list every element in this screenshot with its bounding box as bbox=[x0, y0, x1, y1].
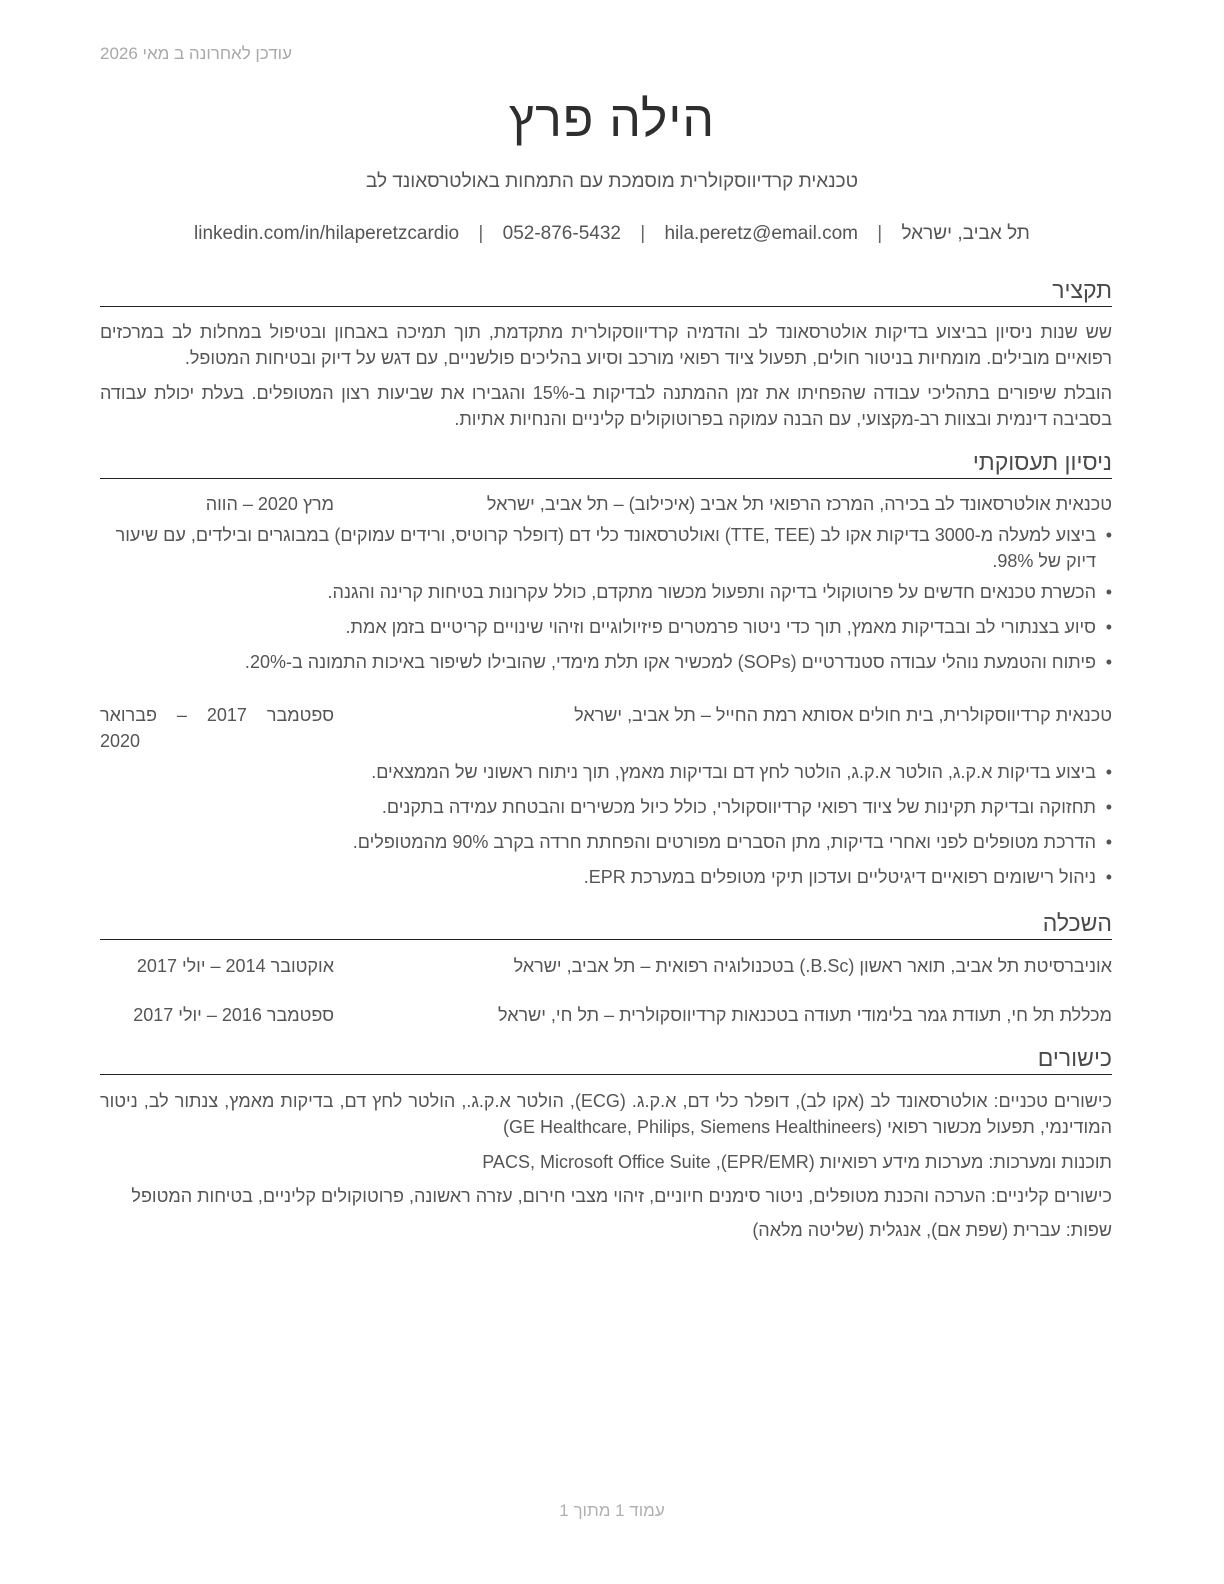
summary-paragraph: הובלת שיפורים בתהליכי עבודה שהפחיתו את זמן ההמתנה לבדיקות ב-15% והגבירו את שביעות רצון המטופלים. בעלת יכולת עבודה בסביבה דינמית ובצוות רב-מקצועי, עם הבנה עמוקה בפרוטוקולים קליניים והנחיות אתיות. bbox=[100, 383, 1112, 429]
contact-separator: | bbox=[478, 223, 484, 244]
section-title-summary: תקציר bbox=[100, 276, 1112, 307]
job-bullet: • הכשרת טכנאים חדשים על פרוטוקולי בדיקה ותפעול מכשור מתקדם, כולל עקרונות בטיחות קרינה והגנה. bbox=[100, 579, 1112, 605]
contact-linkedin-link[interactable]: linkedin.com/in/hilaperetzcardio bbox=[194, 223, 460, 244]
job-dates: מרץ 2020 – הווה bbox=[205, 494, 334, 514]
job-bullet: • ביצוע למעלה מ-3000 בדיקות אקו לב (TTE, TEE) ואולטרסאונד כלי דם (דופלר קרוטיס, ורידים עמוקים) במבוגרים ובילדים, עם שיעור דיוק של 98%. bbox=[100, 522, 1112, 574]
contact-phone: 052-876-5432 bbox=[502, 223, 621, 244]
education-dates: ספטמבר 2016 – יולי 2017 bbox=[133, 1005, 334, 1025]
contact-location: תל אביב, ישראל bbox=[901, 223, 1030, 244]
job-bullet: • ניהול רישומים רפואיים דיגיטליים ועדכון תיקי מטופלים במערכת EPR. bbox=[100, 864, 1112, 890]
job-dates: ספטמבר 2017 – פברואר 2020 bbox=[100, 705, 335, 751]
page-number: עמוד 1 מתוך 1 bbox=[559, 1501, 665, 1520]
job-bullet: • תחזוקה ובדיקת תקינות של ציוד רפואי קרדיווסקולרי, כולל כיול מכשירים והבטחת עמידה בתקנים. bbox=[100, 794, 1112, 820]
contact-separator: | bbox=[877, 223, 883, 244]
education-item bbox=[100, 953, 1112, 979]
contact-separator: | bbox=[640, 223, 646, 244]
skills-line: כישורים טכניים: אולטרסאונד לב (אקו לב), דופלר כלי דם, א.ק.ג. (ECG), הולטר א.ק.ג., הולטר לחץ דם, בדיקות מאמץ, צנתור לב, ניטור המודינמי, תפעול מכשור רפואי (GE Healthcare, Philips, Siemens Healthineers) bbox=[100, 1091, 1113, 1137]
contact-email-link[interactable]: hila.peretz@email.com bbox=[664, 223, 858, 244]
job-bullet: • הדרכת מטופלים לפני ואחרי בדיקות, מתן הסברים מפורטים והפחתת חרדה בקרב 90% מהמטופלים. bbox=[100, 829, 1112, 855]
candidate-headline: טכנאית קרדיווסקולרית מוסמכת עם התמחות באולטרסאונד לב bbox=[366, 171, 858, 192]
contact-line bbox=[0, 223, 1224, 245]
education-item bbox=[100, 1002, 1112, 1028]
job-bullet: • סיוע בצנתורי לב ובבדיקות מאמץ, תוך כדי ניטור פרמטרים פיזיולוגיים וזיהוי שינויים קריטיים בזמן אמת. bbox=[100, 614, 1112, 640]
job-bullet: • פיתוח והטמעת נוהלי עבודה סטנדרטיים (SOPs) למכשיר אקו תלת מימדי, שהובילו לשיפור באיכות התמונה ב-20%. bbox=[100, 649, 1112, 675]
summary-paragraph: שש שנות ניסיון בביצוע בדיקות אולטרסאונד לב והדמיה קרדיווסקולרית מתקדמת, תוך תמיכה באבחון ובטיפול במחלות לב במרכזים רפואיים מובילים. מומחיות בניטור חולים, תפעול ציוד רפואי מורכב וסיוע בהליכים פולשניים, עם דגש על דיוק ובטיחות המטופל. bbox=[100, 322, 1112, 368]
skills-line: תוכנות ומערכות: מערכות מידע רפואיות (EPR/EMR), PACS, Microsoft Office Suite bbox=[482, 1152, 1112, 1172]
skills-line: כישורים קליניים: הערכה והכנת מטופלים, ניטור סימנים חיוניים, זיהוי מצבי חירום, עזרה ראשונה, פרוטוקולים קליניים, בטיחות המטופל bbox=[131, 1186, 1112, 1206]
education-description: אוניברסיטת תל אביב, תואר ראשון (B.Sc.) בטכנולוגיה רפואית – תל אביב, ישראל bbox=[513, 956, 1112, 976]
job-header bbox=[100, 491, 1112, 517]
education-dates: אוקטובר 2014 – יולי 2017 bbox=[136, 956, 334, 976]
last-updated-note: עודכן לאחרונה ב מאי 2026 bbox=[100, 44, 292, 63]
job-title: טכנאית קרדיווסקולרית, בית חולים אסותא רמת החייל – תל אביב, ישראל bbox=[574, 705, 1112, 725]
section-title-education: השכלה bbox=[100, 909, 1112, 940]
job-header bbox=[100, 702, 1112, 754]
job-title: טכנאית אולטרסאונד לב בכירה, המרכז הרפואי תל אביב (איכילוב) – תל אביב, ישראל bbox=[486, 494, 1112, 514]
education-description: מכללת תל חי, תעודת גמר בלימודי תעודה בטכנאות קרדיווסקולרית – תל חי, ישראל bbox=[498, 1005, 1112, 1025]
candidate-name: הילה פרץ bbox=[508, 91, 716, 147]
section-title-experience: ניסיון תעסוקתי bbox=[100, 448, 1112, 479]
skills-line: שפות: עברית (שפת אם), אנגלית (שליטה מלאה) bbox=[752, 1220, 1112, 1240]
job-bullet: • ביצוע בדיקות א.ק.ג, הולטר א.ק.ג, הולטר לחץ דם ובדיקות מאמץ, תוך ניתוח ראשוני של הממצאים. bbox=[100, 759, 1112, 785]
section-title-skills: כישורים bbox=[100, 1044, 1112, 1075]
